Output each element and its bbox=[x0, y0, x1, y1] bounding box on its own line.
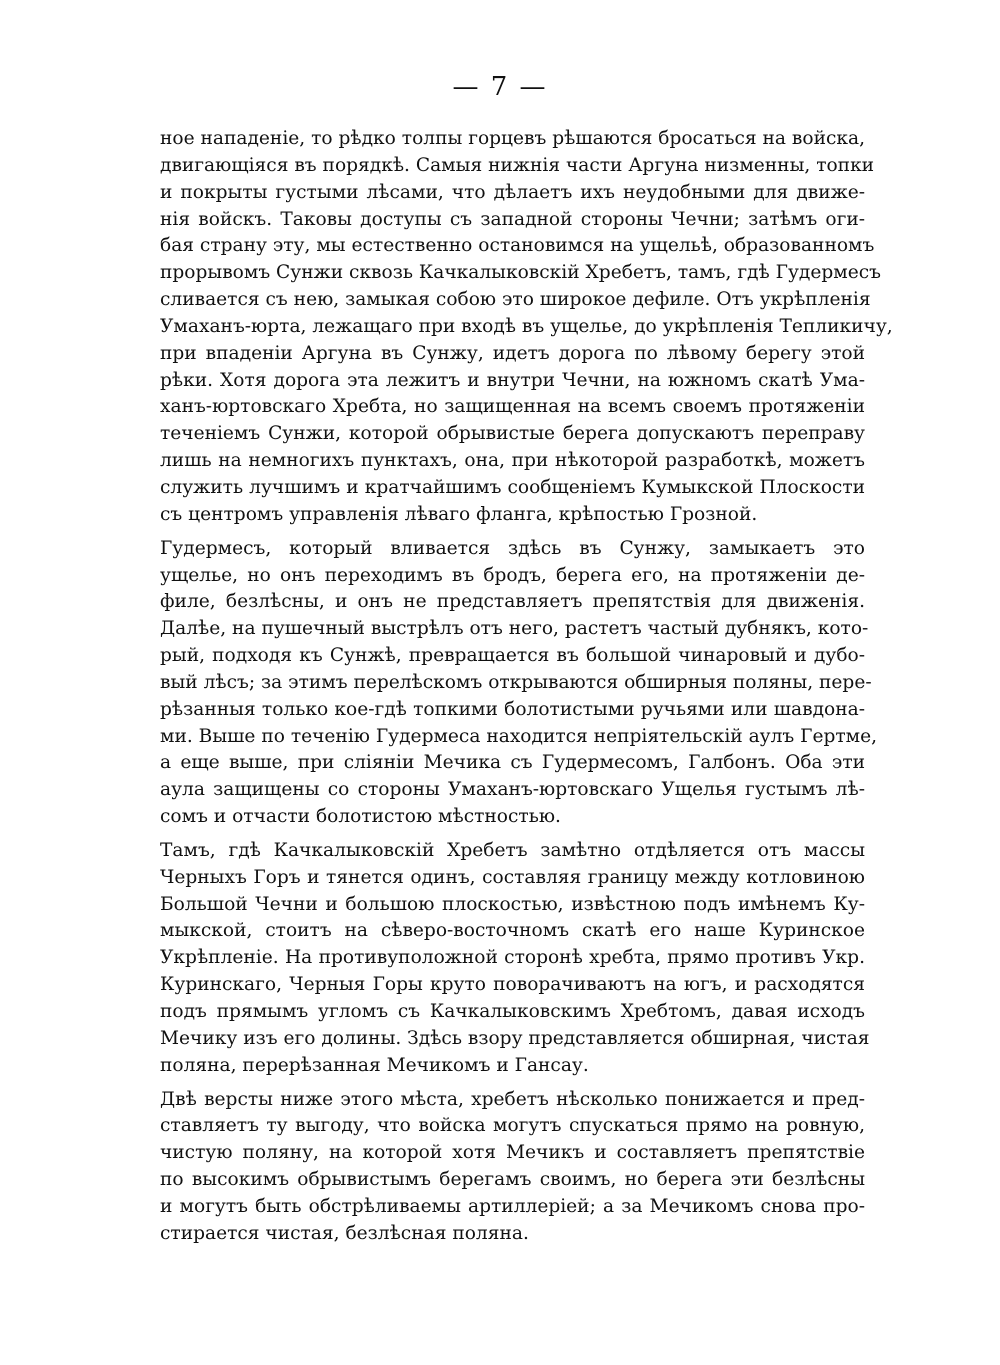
paragraph bbox=[160, 838, 870, 1080]
text-line: служить лучшимъ и кратчайшимъ сообщеніемъ Кумыкской Плоскости bbox=[160, 476, 865, 498]
text-line: Большой Чечни и большою плоскостью, извѣстною подъ имѣнемъ Ку- bbox=[160, 893, 865, 915]
text-line: бая страну эту, мы естественно остановимся на ущельѣ, образованномъ bbox=[160, 235, 875, 257]
page-number: — 7 — bbox=[452, 72, 548, 102]
text-line: ное нападеніе, то рѣдко толпы горцевъ рѣшаются бросаться на войска, bbox=[160, 128, 865, 149]
text-line: чистую поляну, на которой хотя Мечикъ и составляетъ препятствіе bbox=[160, 1142, 865, 1164]
text-line: прорывомъ Сунжи сквозь Качкалыковскій Хребетъ, тамъ, гдѣ Гудермесъ bbox=[160, 262, 881, 284]
text-line: Умаханъ-юрта, лежащаго при входѣ въ ущелье, до укрѣпленія Тепликичу, bbox=[160, 315, 893, 337]
paragraph bbox=[160, 1087, 865, 1248]
paragraph-gap bbox=[160, 1080, 865, 1087]
text-line: ставляетъ ту выгоду, что войска могутъ спускаться прямо на ровную, bbox=[160, 1115, 865, 1137]
paragraph bbox=[160, 126, 893, 529]
text-line: ми. Выше по теченію Гудермеса находится непріятельскій аулъ Гертме, bbox=[160, 725, 878, 747]
text-line: рѣзанныя только кое-гдѣ топкими болотистыми ручьями или шавдона- bbox=[160, 698, 865, 720]
text-line: двигающіяся въ порядкѣ. Самыя нижнія части Аргуна низменны, топки bbox=[160, 154, 875, 176]
text-body bbox=[160, 126, 893, 1248]
text-line: Гудермесъ, который вливается здѣсь въ Сунжу, замыкаетъ это bbox=[160, 537, 865, 559]
text-line: сливается съ нею, замыкая собою это широкое дефиле. Отъ укрѣпленія bbox=[160, 289, 871, 311]
text-line: лишь на немногихъ пунктахъ, она, при нѣкоторой разработкѣ, можетъ bbox=[160, 450, 865, 472]
text-line: Куринскаго, Черныя Горы круто поворачиваютъ на югъ, и расходятся bbox=[160, 974, 865, 996]
text-line: стирается чистая, безлѣсная поляна. bbox=[160, 1222, 529, 1244]
text-line: ханъ-юртовскаго Хребта, но защищенная на всемъ своемъ протяженіи bbox=[160, 396, 865, 418]
text-line: аула защищены со стороны Умаханъ-юртовскаго Ущелья густымъ лѣ- bbox=[160, 779, 865, 801]
text-line: Черныхъ Горъ и тянется одинъ, составляя границу между котловиною bbox=[160, 866, 865, 888]
text-line: подъ прямымъ угломъ съ Качкалыковскимъ Хребтомъ, давая исходъ bbox=[160, 1001, 865, 1022]
text-line: ущелье, но онъ переходимъ въ бродъ, берега его, на протяженіи де- bbox=[160, 564, 865, 586]
text-line: рый, подходя къ Сунжѣ, превращается въ большой чинаровый и дубо- bbox=[160, 645, 865, 667]
text-line: Укрѣпленіе. На противуположной сторонѣ хребта, прямо противъ Укр. bbox=[160, 947, 865, 969]
paragraph-gap bbox=[160, 529, 865, 536]
text-line: и покрыты густыми лѣсами, что дѣлаетъ ихъ неудобными для движе- bbox=[160, 181, 865, 203]
text-line: по высокимъ обрывистымъ берегамъ своимъ, но берега эти безлѣсны bbox=[160, 1169, 865, 1191]
text-line: сомъ и отчасти болотистою мѣстностью. bbox=[160, 806, 561, 828]
text-line: и могутъ быть обстрѣливаемы артиллеріей; а за Мечикомъ снова про- bbox=[160, 1195, 865, 1217]
text-line: поляна, перерѣзанная Мечикомъ и Гансау. bbox=[160, 1054, 589, 1076]
text-line: Двѣ версты ниже этого мѣста, хребетъ нѣсколько понижается и пред- bbox=[160, 1088, 865, 1110]
text-line: Мечику изъ его долины. Здѣсь взору представляется обширная, чистая bbox=[160, 1027, 870, 1049]
text-line: при впаденіи Аргуна въ Сунжу, идетъ дорога по лѣвому берегу этой bbox=[160, 342, 865, 364]
text-line: рѣки. Хотя дорога эта лежитъ и внутри Чечни, на южномъ скатѣ Ума- bbox=[160, 369, 865, 391]
text-line: теченіемъ Сунжи, которой обрывистые берега допускаютъ переправу bbox=[160, 423, 865, 445]
text-line: а еще выше, при сліяніи Мечика съ Гудермесомъ, Галбонъ. Оба эти bbox=[160, 752, 865, 774]
text-line: нія войскъ. Таковы доступы съ западной стороны Чечни; затѣмъ оги- bbox=[160, 208, 865, 230]
text-line: Далѣе, на пушечный выстрѣлъ отъ него, растетъ частый дубнякъ, кото- bbox=[160, 618, 869, 640]
text-line: съ центромъ управленія лѣваго фланга, крѣпостью Грозной. bbox=[160, 503, 758, 525]
paragraph bbox=[160, 536, 878, 831]
text-line: Тамъ, гдѣ Качкалыковскій Хребетъ замѣтно отдѣляется отъ массы bbox=[160, 839, 865, 861]
text-line: филе, безлѣсны, и онъ не представляетъ препятствія для движенія. bbox=[160, 591, 865, 613]
paragraph-gap bbox=[160, 831, 865, 838]
text-line: вый лѣсъ; за этимъ перелѣскомъ открываются обширныя поляны, пере- bbox=[160, 671, 872, 693]
text-line: мыкской, стоитъ на сѣверо-восточномъ скатѣ его наше Куринское bbox=[160, 920, 865, 942]
